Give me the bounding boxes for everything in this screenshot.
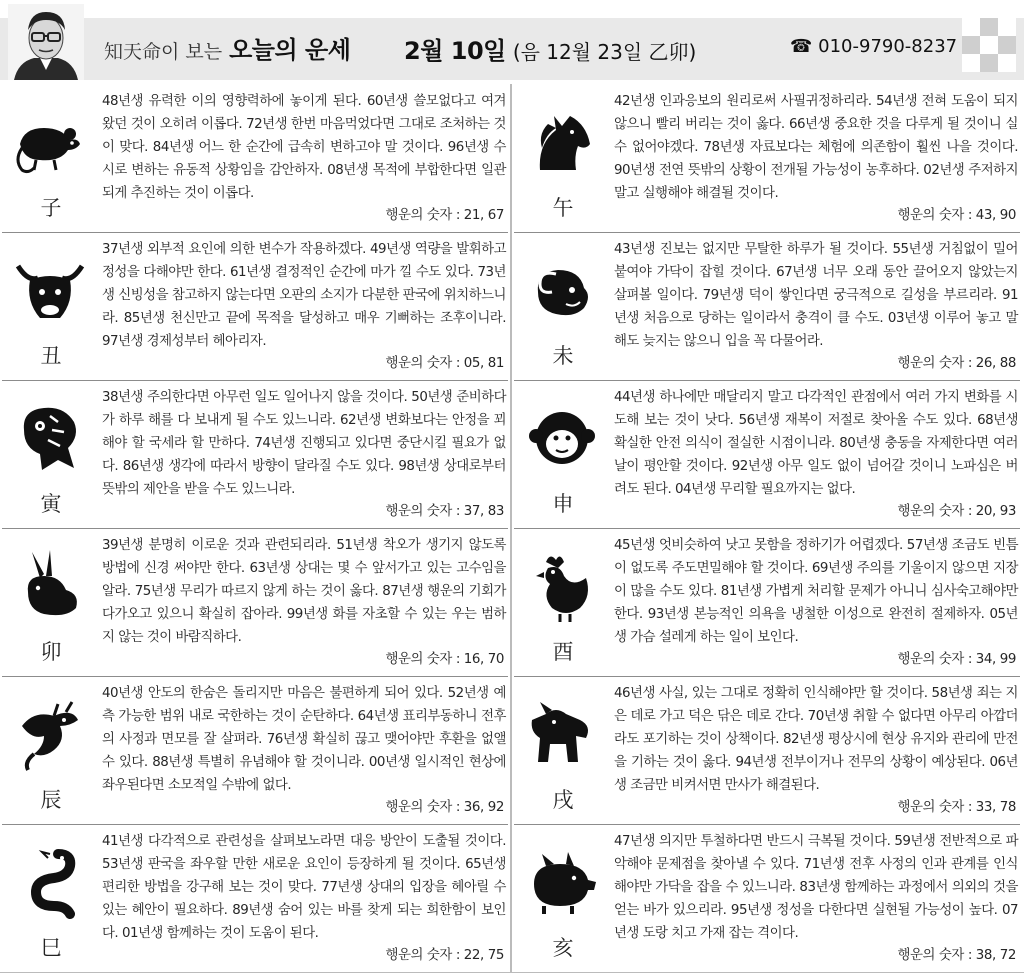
zodiac-badge: [2, 528, 100, 676]
ox-icon: [14, 252, 86, 328]
zodiac-badge: [514, 232, 612, 380]
lucky-numbers: 행운의 숫자 : 37, 83: [385, 504, 504, 519]
page-bottom-rule: [0, 972, 1024, 973]
fortune-entry: [2, 528, 508, 676]
zodiac-sign: 午: [552, 196, 574, 220]
dragon-icon: [14, 696, 86, 772]
zodiac-badge: [2, 232, 100, 380]
lucky-numbers: 행운의 숫자 : 33, 78: [897, 800, 1016, 815]
column-divider: [510, 84, 512, 972]
zodiac-sign: 子: [40, 196, 62, 220]
solar-date: 2월 10일: [404, 37, 506, 65]
pig-icon: [526, 844, 598, 920]
zodiac-sign: 戌: [552, 788, 574, 812]
title-prefix: 知天命이 보는: [104, 41, 223, 63]
fortune-text: 38년생 주의한다면 아무런 일도 일어나지 않을 것이다. 50년생 준비하다가 하루 해를 다 보내게 될 수도 있느니라. 62년생 변화보다는 안정을 꾀해야 할 국세라 할 만하다. 74년생 진행되고 있다면 중단시킬 필요가 없다. 86년생 생각에 따라서 방향이 달라질 수도 있다. 98년생 상대로부터 뜻밖의 제안을 받을 수도 있느니라.: [102, 390, 506, 497]
zodiac-badge: [2, 84, 100, 232]
zodiac-sign: 未: [552, 344, 574, 368]
lucky-numbers: 행운의 숫자 : 36, 92: [385, 800, 504, 815]
fortune-entry: [514, 676, 1020, 824]
zodiac-badge: [514, 824, 612, 972]
phone-number: ☎ 010-9790-8237: [790, 36, 958, 57]
header: [0, 0, 1024, 80]
fortune-text: 39년생 분명히 이로운 것과 관련되리라. 51년생 착오가 생기지 않도록 방법에 신경 써야만 한다. 63년생 상대는 몇 수 앞서가고 있는 고수임을 알라. 75년생 무리가 따르지 않게 하는 것이 옳다. 87년생 행운의 기회가 다가오고 있으니 확실히 잡아라. 99년생 화를 자초할 수 있는 우는 범하지 않는 것이 바람직하다.: [102, 538, 506, 645]
fortune-text: 43년생 진보는 없지만 무탈한 하루가 될 것이다. 55년생 거침없이 밀어붙여야 가닥이 잡힐 것이다. 67년생 너무 오래 동안 끌어오지 않았는지 살펴볼 일이다. 79년생 덕이 쌓인다면 궁극적으로 길성을 부르리라. 91년생 처음으로 당하는 일이라서 충격이 클 수도. 03년생 이루어 놓고 말해도 늦지는 않으니 입을 꼭 다물어라.: [614, 242, 1018, 349]
zodiac-badge: [514, 84, 612, 232]
zodiac-sign: 亥: [552, 936, 574, 960]
zodiac-sign: 申: [552, 492, 574, 516]
lucky-numbers: 행운의 숫자 : 05, 81: [385, 356, 504, 371]
tiger-icon: [14, 400, 86, 476]
fortune-entry: [2, 84, 508, 232]
zodiac-sign: 辰: [40, 788, 62, 812]
zodiac-sign: 卯: [40, 640, 62, 664]
fortune-text: 44년생 하나에만 매달리지 말고 다각적인 관점에서 여러 가지 변화를 시도해 보는 것이 낫다. 56년생 재복이 저절로 찾아올 수도 있다. 68년생 확실한 안전 의식이 절실한 시점이니라. 80년생 충동을 자제한다면 여러 날이 평안할 것이다. 92년생 아무 일도 없이 넘어갈 것이니 노파심은 버려도 된다. 04년생 무리할 필요까지는 없다.: [614, 390, 1018, 497]
fortune-text: 47년생 의지만 투철하다면 반드시 극복될 것이다. 59년생 전반적으로 파악해야 문제점을 찾아낼 수 있다. 71년생 전후 사정의 인과 관계를 인식해야만 가닥을 잡을 수 있느니라. 83년생 함께하는 과정에서 의외의 것을 얻는 바가 있으리라. 95년생 정성을 다한다면 실현될 가능성이 높다. 07년생 도랑 치고 가재 잡는 격이다.: [614, 834, 1018, 941]
zodiac-sign: 酉: [552, 640, 574, 664]
snake-icon: [14, 844, 86, 920]
fortune-text: 41년생 다각적으로 관련성을 살펴보노라면 대응 방안이 도출될 것이다. 53년생 판국을 좌우할 만한 새로운 요인이 등장하게 될 것이다. 65년생 편리한 방법을 강구해 보는 것이 맞다. 77년생 상대의 입장을 헤아릴 수 있는 혜안이 필요하다. 89년생 숨어 있는 바를 찾게 되는 희한함이 보인다. 01년생 함께하는 것이 도움이 된다.: [102, 834, 506, 941]
lucky-numbers: 행운의 숫자 : 43, 90: [897, 208, 1016, 223]
fortune-text: 48년생 유력한 이의 영향력하에 놓이게 된다. 60년생 쓸모없다고 여겨 왔던 것이 오히려 이롭다. 72년생 한번 마음먹었다면 그대로 조처하는 것이 맞다. 84년생 어느 한 순간에 급속히 변하고야 말 것이다. 96년생 수시로 변하는 유동적 상황임을 감안하자. 08년생 목적에 부합한다면 일관되게 추진하는 것이 이롭다.: [102, 94, 506, 201]
monkey-icon: [526, 400, 598, 476]
fortune-text: 45년생 엇비슷하여 낫고 못함을 정하기가 어렵겠다. 57년생 조금도 빈틈이 없도록 주도면밀해야 할 것이다. 69년생 주의를 기울이지 않으면 지장이 많을 수도 있다. 81년생 가볍게 처리할 문제가 아니니 심사숙고해야만 한다. 93년생 본능적인 의욕을 냉철한 이성으로 완전히 절제하자. 05년생 가슴 설레게 하는 일이 보인다.: [614, 538, 1018, 645]
rat-icon: [14, 104, 86, 180]
fortune-entry: [514, 824, 1020, 972]
fortune-entry: [514, 84, 1020, 232]
lucky-numbers: 행운의 숫자 : 20, 93: [897, 504, 1016, 519]
zodiac-badge: [514, 380, 612, 528]
zodiac-sign: 巳: [40, 936, 62, 960]
lucky-numbers: 행운의 숫자 : 21, 67: [385, 208, 504, 223]
fortune-text: 40년생 안도의 한숨은 돌리지만 마음은 불편하게 되어 있다. 52년생 예측 가능한 범위 내로 국한하는 것이 순탄하다. 64년생 표리부동하니 전후의 사정과 면모를 잘 살펴라. 76년생 확실히 끊고 맺어야만 후환을 없앨 수 있다. 88년생 특별히 유념해야 할 것이니라. 00년생 일시적인 현상에 좌우된다면 소모적일 수밖에 없다.: [102, 686, 506, 793]
lucky-numbers: 행운의 숫자 : 16, 70: [385, 652, 504, 667]
lucky-numbers: 행운의 숫자 : 26, 88: [897, 356, 1016, 371]
fortune-entry: [2, 380, 508, 528]
rabbit-icon: [14, 548, 86, 624]
zodiac-badge: [514, 528, 612, 676]
fortune-entry: [2, 232, 508, 380]
lucky-numbers: 행운의 숫자 : 34, 99: [897, 652, 1016, 667]
fortune-text: 42년생 인과응보의 원리로써 사필귀정하리라. 54년생 전혀 도움이 되지 않으니 빨리 버리는 것이 옳다. 66년생 중요한 것을 다루게 될 것이니 실수 없어야겠다. 78년생 자료보다는 체험에 의존함이 훨씬 나을 것이다. 90년생 전연 뜻밖의 상황이 전개될 가능성이 농후하다. 02년생 주저하지 말고 실행해야 해결될 것이다.: [614, 94, 1018, 201]
column-title: [104, 30, 350, 65]
date-line: [404, 31, 696, 66]
zodiac-badge: [2, 824, 100, 972]
rooster-icon: [526, 548, 598, 624]
fortune-entry: [2, 676, 508, 824]
zodiac-badge: [2, 676, 100, 824]
fortune-text: 37년생 외부적 요인에 의한 변수가 작용하겠다. 49년생 역량을 발휘하고 정성을 다해야만 한다. 61년생 결정적인 순간에 마가 낄 수도 있다. 73년생 신빙성을 참고하지 않는다면 오판의 소지가 다분한 판국에 위치하느니라. 85년생 천신만고 끝에 목적을 달성하고 매우 기뻐하는 조후이니라. 97년생 경제성부터 헤아리자.: [102, 242, 506, 349]
zodiac-badge: [2, 380, 100, 528]
zodiac-sign: 丑: [40, 344, 62, 368]
fortune-entry: [514, 232, 1020, 380]
author-portrait-icon: [8, 4, 84, 80]
lucky-numbers: 행운의 숫자 : 38, 72: [897, 948, 1016, 963]
checker-pattern-icon: [962, 18, 1016, 72]
lunar-date: (음 12월 23일 乙卯): [512, 40, 697, 64]
fortune-entry: [514, 528, 1020, 676]
zodiac-sign: 寅: [40, 492, 62, 516]
sheep-icon: [526, 252, 598, 328]
fortune-text: 46년생 사실, 있는 그대로 정확히 인식해야만 할 것이다. 58년생 죄는 지은 데로 가고 덕은 닦은 데로 간다. 70년생 취할 수 없다면 아무리 아깝더라도 포기하는 것이 상책이다. 82년생 평상시에 현상 유지와 관리에 만전을 기하는 것이 옳다. 94년생 전부이거나 전무의 상황이 예상된다. 06년생 조금만 비켜서면 만사가 해결된다.: [614, 686, 1018, 793]
lucky-numbers: 행운의 숫자 : 22, 75: [385, 948, 504, 963]
fortune-entry: [2, 824, 508, 972]
horse-icon: [526, 104, 598, 180]
zodiac-badge: [514, 676, 612, 824]
dog-icon: [526, 696, 598, 772]
title-main: 오늘의 운세: [229, 36, 351, 64]
fortune-entry: [514, 380, 1020, 528]
